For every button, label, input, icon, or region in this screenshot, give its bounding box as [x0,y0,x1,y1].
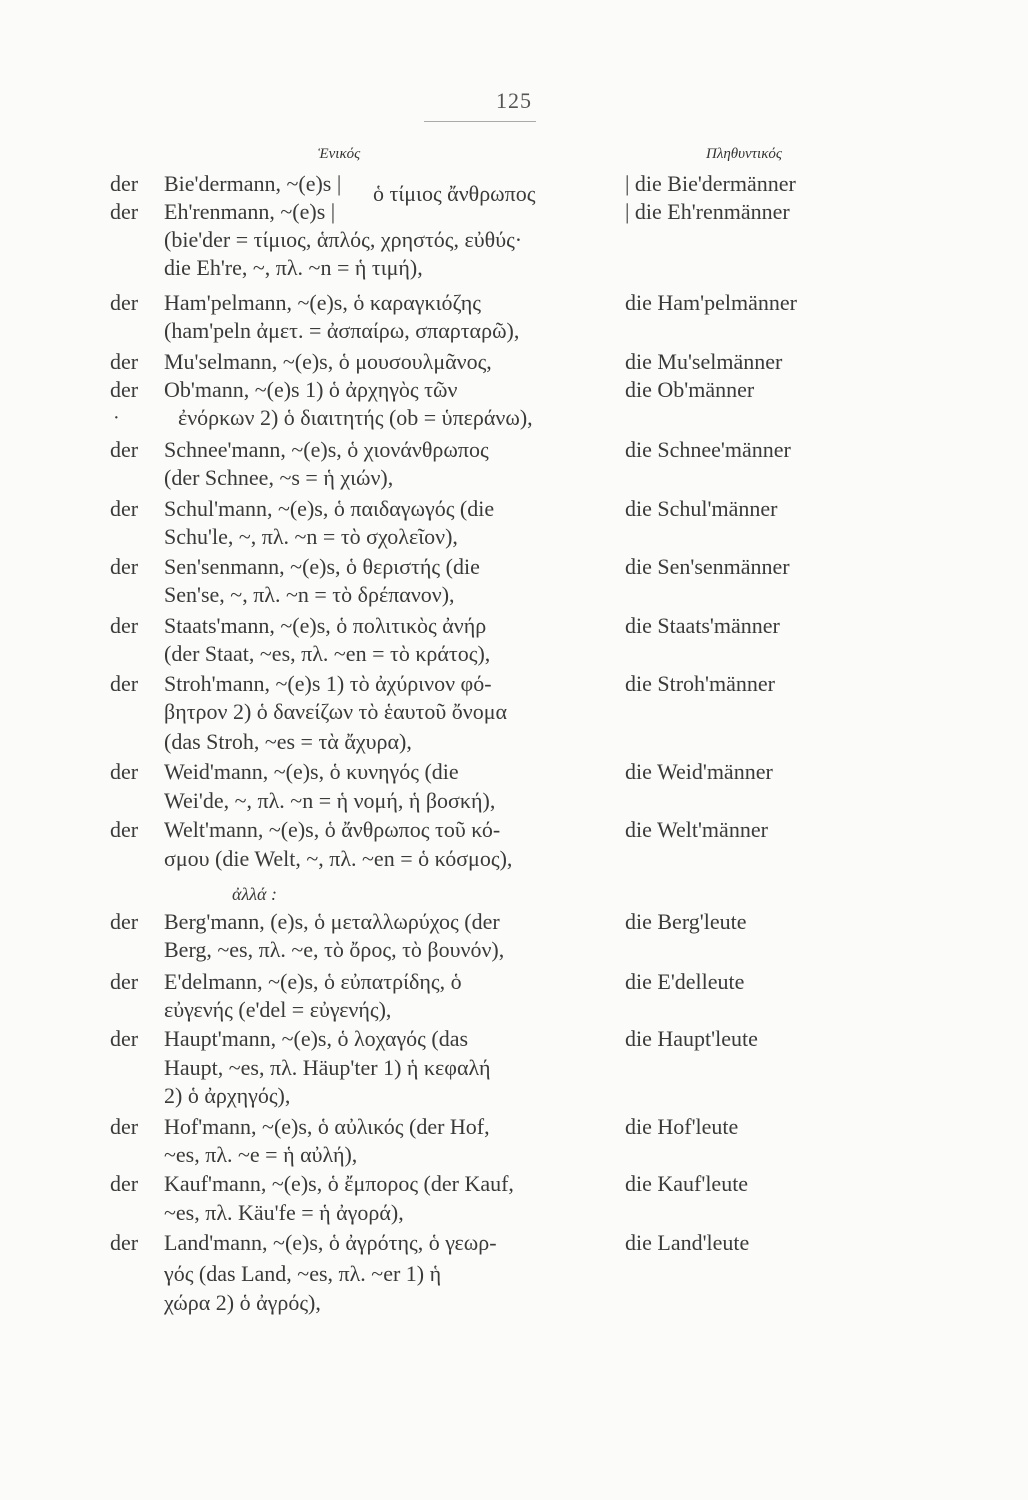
entry-article: der [110,437,139,462]
entry-text: E'delmann, ~(e)s, ὁ εὐπατρίδης, ὁ [164,969,462,994]
entry-text: die Eh're, ~, πλ. ~n = ἡ τιμή), [164,255,423,280]
page-number-rule [424,121,536,122]
entry-text: Berg'mann, (e)s, ὁ μεταλλωρύχος (der [164,909,500,934]
entry-text: Ob'mann, ~(e)s 1) ὁ ἀρχηγὸς τῶν [164,377,458,402]
entry-text: χώρα 2) ὁ ἀγρός), [164,1290,321,1315]
entry-article: der [110,1171,139,1196]
entry-text: ~es, πλ. ~e = ἡ αὐλή), [164,1142,358,1167]
entry-article: der [110,290,139,315]
entry-plural: die E'delleute [625,969,745,994]
entry-plural: die Berg'leute [625,909,747,934]
entry-plural: die Welt'männer [625,817,768,842]
entry-text: εὐγενής (e'del = εὐγενής), [164,997,392,1022]
entry-article: der [110,171,139,196]
margin-dot: · [113,407,120,429]
entry-article: der [110,554,139,579]
page-number: 125 [496,88,532,113]
entry-article: der [110,817,139,842]
entry-text: (der Staat, ~es, πλ. ~en = τὸ κράτος), [164,641,491,666]
entry-article: der [110,496,139,521]
entry-article: der [110,1230,139,1255]
entry-plural: die Hof'leute [625,1114,739,1139]
brace-gloss: ὁ τίμιος ἄνθρωπος [373,181,536,206]
entry-text: Mu'selmann, ~(e)s, ὁ μουσουλμᾶνος, [164,349,492,374]
entry-plural: die Weid'männer [625,759,773,784]
entry-plural: die Schnee'männer [625,437,791,462]
entry-text: Haupt, ~es, πλ. Häup'ter 1) ἡ κεφαλή [164,1055,491,1080]
entry-article: der [110,199,139,224]
entry-text: Bie'dermann, ~(e)s | [164,171,342,196]
entry-text: Sen'senmann, ~(e)s, ὁ θεριστής (die [164,554,480,579]
entry-text: Welt'mann, ~(e)s, ὁ ἄνθρωπος τοῦ κό- [164,817,501,842]
entry-article: der [110,613,139,638]
entry-text: 2) ὁ ἀρχηγός), [164,1083,291,1108]
entry-text: Stroh'mann, ~(e)s 1) τὸ ἀχύρινον φό- [164,671,492,696]
entry-text: Kauf'mann, ~(e)s, ὁ ἔμπορος (der Kauf, [164,1171,514,1196]
entry-text: ~es, πλ. Käu'fe = ἡ ἀγορά), [164,1200,404,1225]
entry-text: Eh'renmann, ~(e)s | [164,199,336,224]
entry-text: Weid'mann, ~(e)s, ὁ κυνηγός (die [164,759,459,784]
entry-article: der [110,1114,139,1139]
entry-article: der [110,671,139,696]
entry-text: (das Stroh, ~es = τὰ ἄχυρα), [164,729,412,754]
entry-plural: die Sen'senmänner [625,554,790,579]
alla-label: ἀλλά : [232,884,277,904]
entry-text: Berg, ~es, πλ. ~e, τὸ ὄρος, τὸ βουνόν), [164,937,505,962]
entry-text: Ham'pelmann, ~(e)s, ὁ καραγκιόζης [164,290,481,315]
entry-text: (bie'der = τίμιος, ἁπλός, χρηστός, εὐθύς· [164,227,523,252]
entry-text: γός (das Land, ~es, πλ. ~er 1) ἡ [164,1261,442,1286]
header-plural: Πληθυντικός [706,146,783,162]
entry-plural: die Schul'männer [625,496,778,521]
entry-text: Schnee'mann, ~(e)s, ὁ χιονάνθρωπος [164,437,489,462]
entry-plural: die Kauf'leute [625,1171,749,1196]
entry-text: ἐνόρκων 2) ὁ διαιτητής (ob = ὑπεράνω), [178,405,533,430]
entry-article: der [110,1026,139,1051]
entry-plural: die Land'leute [625,1230,750,1255]
entry-plural: die Haupt'leute [625,1026,758,1051]
entry-article: der [110,349,139,374]
entry-plural: die Mu'selmänner [625,349,783,374]
entry-plural: die Ham'pelmänner [625,290,797,315]
entry-text: Schu'le, ~, πλ. ~n = τὸ σχολεῖον), [164,524,458,549]
entry-text: Sen'se, ~, πλ. ~n = τὸ δρέπανον), [164,582,455,607]
entry-text: Staats'mann, ~(e)s, ὁ πολιτικὸς ἀνήρ [164,613,487,638]
entry-plural: | die Eh'renmänner [625,199,790,224]
entry-text: Land'mann, ~(e)s, ὁ ἀγρότης, ὁ γεωρ- [164,1230,497,1255]
entry-plural: | die Bie'dermänner [625,171,796,196]
entry-text: Hof'mann, ~(e)s, ὁ αὐλικός (der Hof, [164,1114,490,1139]
entry-text: Schul'mann, ~(e)s, ὁ παιδαγωγός (die [164,496,495,521]
entry-text: βητρον 2) ὁ δανείζων τὸ ἑαυτοῦ ὄνομα [164,699,508,724]
entry-text: (ham'peln ἀμετ. = ἀσπαίρω, σπαρταρῶ), [164,318,520,343]
entry-article: der [110,377,139,402]
entry-plural: die Ob'männer [625,377,755,402]
entry-plural: die Staats'männer [625,613,780,638]
entry-article: der [110,909,139,934]
entry-text: Wei'de, ~, πλ. ~n = ἡ νομή, ἡ βοσκή), [164,788,496,813]
entry-plural: die Stroh'männer [625,671,775,696]
header-singular: Ἑνικός [318,146,361,162]
entry-text: σμου (die Welt, ~, πλ. ~en = ὁ κόσμος), [164,846,513,871]
entry-text: (der Schnee, ~s = ἡ χιών), [164,465,394,490]
entry-text: Haupt'mann, ~(e)s, ὁ λοχαγός (das [164,1026,469,1051]
entry-article: der [110,969,139,994]
entry-article: der [110,759,139,784]
